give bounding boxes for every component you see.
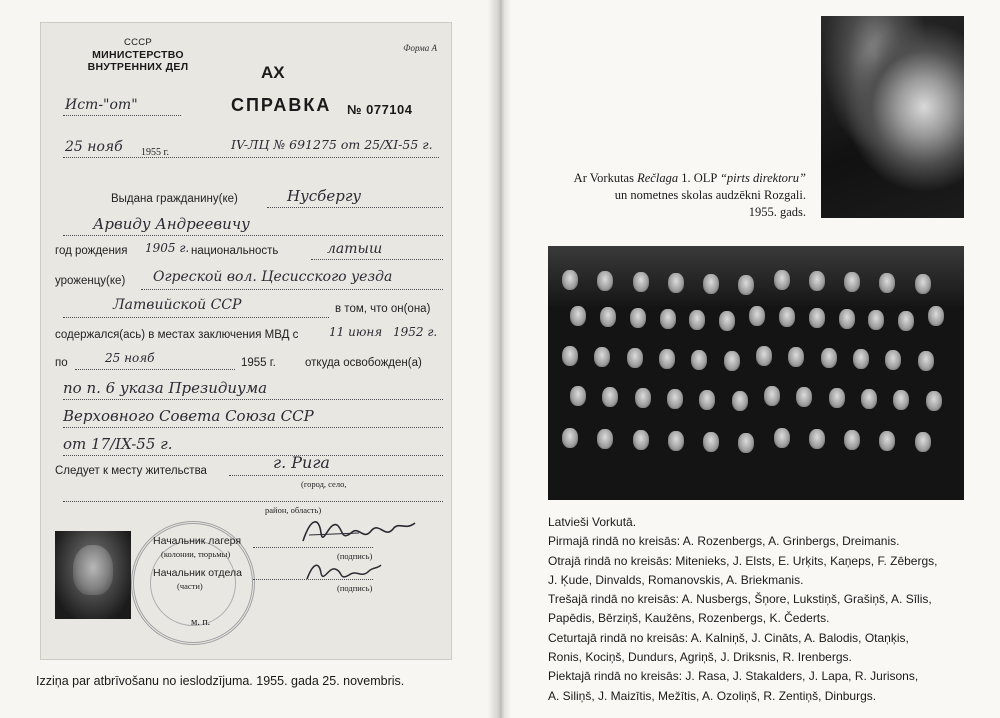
group-photo xyxy=(548,246,964,500)
caption-camp-name: Rečlaga xyxy=(637,171,679,185)
portrait-caption xyxy=(556,170,806,221)
person-face xyxy=(879,431,895,451)
label-held-in: содержался(ась) в местах заключения МВД с xyxy=(55,329,299,341)
person-face xyxy=(660,309,676,329)
label-signature-1: (подпись) xyxy=(337,551,373,561)
hand-native-place: Огреской вол. Цесисского уезда xyxy=(153,269,393,285)
hand-given-name: Арвиду Андреевичу xyxy=(93,215,250,233)
person-face xyxy=(809,429,825,449)
person-face xyxy=(724,351,740,371)
dotted-line xyxy=(75,369,235,370)
person-face xyxy=(659,349,675,369)
person-face xyxy=(868,310,884,330)
person-face xyxy=(756,346,772,366)
names-row-2-cont: J. Ķude, Dinvalds, Romanovskis, A. Briekmanis. xyxy=(548,572,804,587)
person-face xyxy=(668,273,684,293)
hand-reason-3: от 17/IX-55 г. xyxy=(63,435,173,453)
prisoner-photo xyxy=(55,531,131,619)
portrait-caption-line-1 xyxy=(556,170,806,187)
names-row-4: Ceturtajā rindā no kreisās: A. Kalniņš, J. Cināts, A. Balodis, Otaņķis, xyxy=(548,630,909,645)
dotted-line xyxy=(141,289,443,290)
person-face xyxy=(562,270,578,290)
names-row-5-cont: A. Siliņš, J. Maizītis, Mežītis, A. Ozoliņš, R. Zentiņš, Dinburgs. xyxy=(548,688,877,703)
label-that-he: в том, что он(она) xyxy=(335,303,431,315)
person-face xyxy=(861,389,877,409)
person-face xyxy=(703,274,719,294)
label-camp-chief: Начальник лагеря xyxy=(153,535,242,547)
label-city: (город, село, xyxy=(301,479,347,489)
hand-nationality: латыш xyxy=(327,241,383,257)
release-certificate xyxy=(40,22,452,660)
person-face xyxy=(689,310,705,330)
caption-text: Ar Vorkutas xyxy=(573,171,638,185)
caption-text: 1. OLP xyxy=(678,171,720,185)
label-native-of: уроженцу(ке) xyxy=(55,275,126,287)
org-internal-affairs: ВНУТРЕННИХ ДЕЛ xyxy=(87,61,189,73)
hand-native-place-2: Латвийской ССР xyxy=(113,297,242,313)
person-face xyxy=(633,430,649,450)
names-row-1: Pirmajā rindā no kreisās: A. Rozenbergs, A. Grinbergs, Dreimanis. xyxy=(548,534,900,549)
label-birth-year: год рождения xyxy=(55,245,128,257)
person-face xyxy=(562,428,578,448)
names-heading: Latvieši Vorkutā. xyxy=(548,515,637,529)
left-page xyxy=(0,0,496,718)
printed-year: 1955 г. xyxy=(141,147,169,158)
person-face xyxy=(879,273,895,293)
dotted-line xyxy=(63,501,443,502)
hand-until: 25 нояб xyxy=(105,351,155,365)
dotted-line xyxy=(63,427,443,428)
hand-reason-2: Верховного Совета Союза ССР xyxy=(63,407,314,425)
names-row-5: Piektajā rindā no kreisās: J. Rasa, J. Stakalders, J. Lapa, R. Jurisons, xyxy=(548,669,919,684)
person-face xyxy=(844,272,860,292)
person-face xyxy=(779,307,795,327)
portrait-caption-line-3: 1955. gads. xyxy=(748,205,806,219)
person-face xyxy=(703,432,719,452)
dotted-line xyxy=(63,157,439,158)
person-face xyxy=(844,430,860,450)
names-row-2: Otrajā rindā no kreisās: Mitenieks, J. Elsts, E. Urķits, Kaņeps, F. Zēbergs, xyxy=(548,553,938,568)
person-face xyxy=(630,308,646,328)
person-face xyxy=(597,429,613,449)
person-face xyxy=(809,271,825,291)
person-face xyxy=(699,390,715,410)
dotted-line xyxy=(63,235,443,236)
hand-held-from: 11 июня xyxy=(329,325,383,339)
portrait-photo xyxy=(821,16,964,218)
hand-reason-1: по п. 6 указа Президиума xyxy=(63,379,268,397)
person-face xyxy=(570,306,586,326)
label-district: район, область) xyxy=(265,505,322,515)
person-face xyxy=(764,386,780,406)
certificate-caption: Izziņa par atbrīvošanu no ieslodzījuma. 1955. gada 25. novembris. xyxy=(36,674,405,688)
person-face xyxy=(928,306,944,326)
label-follows-to: Следует к месту жительства xyxy=(55,465,207,477)
label-seal-place: м. п. xyxy=(191,617,211,628)
person-face xyxy=(602,387,618,407)
hand-surname: Нусбергу xyxy=(287,187,362,205)
person-face xyxy=(915,274,931,294)
hand-place: Ист-"от" xyxy=(65,97,138,113)
person-face xyxy=(627,348,643,368)
label-until: по xyxy=(55,357,68,369)
names-list xyxy=(548,513,968,706)
names-row-4-cont: Ronis, Kociņš, Dunduгs, Agriņš, J. Driksnis, R. Irenbergs. xyxy=(548,650,852,665)
dotted-line xyxy=(63,455,443,456)
label-issued-to: Выдана гражданину(ке) xyxy=(111,193,238,205)
person-face xyxy=(774,270,790,290)
person-face xyxy=(885,350,901,370)
person-face xyxy=(918,351,934,371)
issuing-organization xyxy=(73,37,203,73)
person-face xyxy=(600,307,616,327)
person-face xyxy=(829,388,845,408)
dotted-line xyxy=(63,317,329,318)
person-face xyxy=(788,347,804,367)
person-face xyxy=(898,311,914,331)
person-face xyxy=(691,350,707,370)
org-ussr: СССР xyxy=(123,37,153,48)
label-camp-sub: (колонии, тюрьмы) xyxy=(161,549,231,559)
person-face xyxy=(597,271,613,291)
form-label: Форма А xyxy=(403,43,437,53)
person-face xyxy=(719,311,735,331)
right-page xyxy=(496,0,1000,718)
certificate-number: № 077104 xyxy=(347,102,413,117)
caption-quote: “pirts direktoru” xyxy=(719,171,806,185)
person-face xyxy=(749,306,765,326)
hand-reference: IV-ЛЦ № 691275 от 25/XI-55 г. xyxy=(231,137,433,152)
label-signature-2: (подпись) xyxy=(337,583,373,593)
series-code: АХ xyxy=(261,63,285,82)
person-face xyxy=(594,347,610,367)
until-year: 1955 г. xyxy=(241,357,276,369)
dotted-line xyxy=(63,115,181,116)
names-row-3-cont: Papēdis, Bērziņš, Kaužēns, Rozenbergs, K. Čederts. xyxy=(548,611,830,626)
person-face xyxy=(853,349,869,369)
book-gutter xyxy=(488,0,512,718)
hand-date: 25 нояб xyxy=(65,139,123,155)
signature-camp-chief xyxy=(299,511,419,551)
label-nationality: национальность xyxy=(191,245,279,257)
dotted-line xyxy=(63,399,443,400)
hand-birth-year: 1905 г. xyxy=(145,241,190,255)
person-face xyxy=(774,428,790,448)
held-year: 1952 г. xyxy=(393,325,438,339)
label-dept-sub: (части) xyxy=(177,581,203,591)
names-row-3: Trešajā rindā no kreisās: A. Nusbergs, Šņore, Lukstiņš, Grašiņš, A. Sīlis, xyxy=(548,592,932,607)
person-face xyxy=(926,391,942,411)
person-face xyxy=(738,275,754,295)
person-face xyxy=(821,348,837,368)
person-face xyxy=(667,389,683,409)
person-face xyxy=(570,386,586,406)
label-dept-chief: Начальник отдела xyxy=(153,567,242,579)
person-face xyxy=(738,433,754,453)
person-face xyxy=(635,388,651,408)
person-face xyxy=(668,431,684,451)
person-face xyxy=(809,308,825,328)
org-ministry: МИНИСТЕРСТВО xyxy=(92,49,184,61)
person-face xyxy=(839,309,855,329)
hand-destination: г. Рига xyxy=(273,453,330,472)
certificate-title: СПРАВКА xyxy=(231,95,332,115)
dotted-line xyxy=(229,475,443,476)
person-face xyxy=(732,391,748,411)
person-face xyxy=(915,432,931,452)
label-released-from: откуда освобожден(а) xyxy=(305,357,422,369)
person-face xyxy=(796,387,812,407)
person-face xyxy=(633,272,649,292)
person-face xyxy=(893,390,909,410)
portrait-caption-line-2: un nometnes skolas audzēkni Rozgali. xyxy=(614,188,806,202)
person-face xyxy=(562,346,578,366)
dotted-line xyxy=(311,259,443,260)
dotted-line xyxy=(267,207,443,208)
signature-dept-chief xyxy=(303,555,383,589)
